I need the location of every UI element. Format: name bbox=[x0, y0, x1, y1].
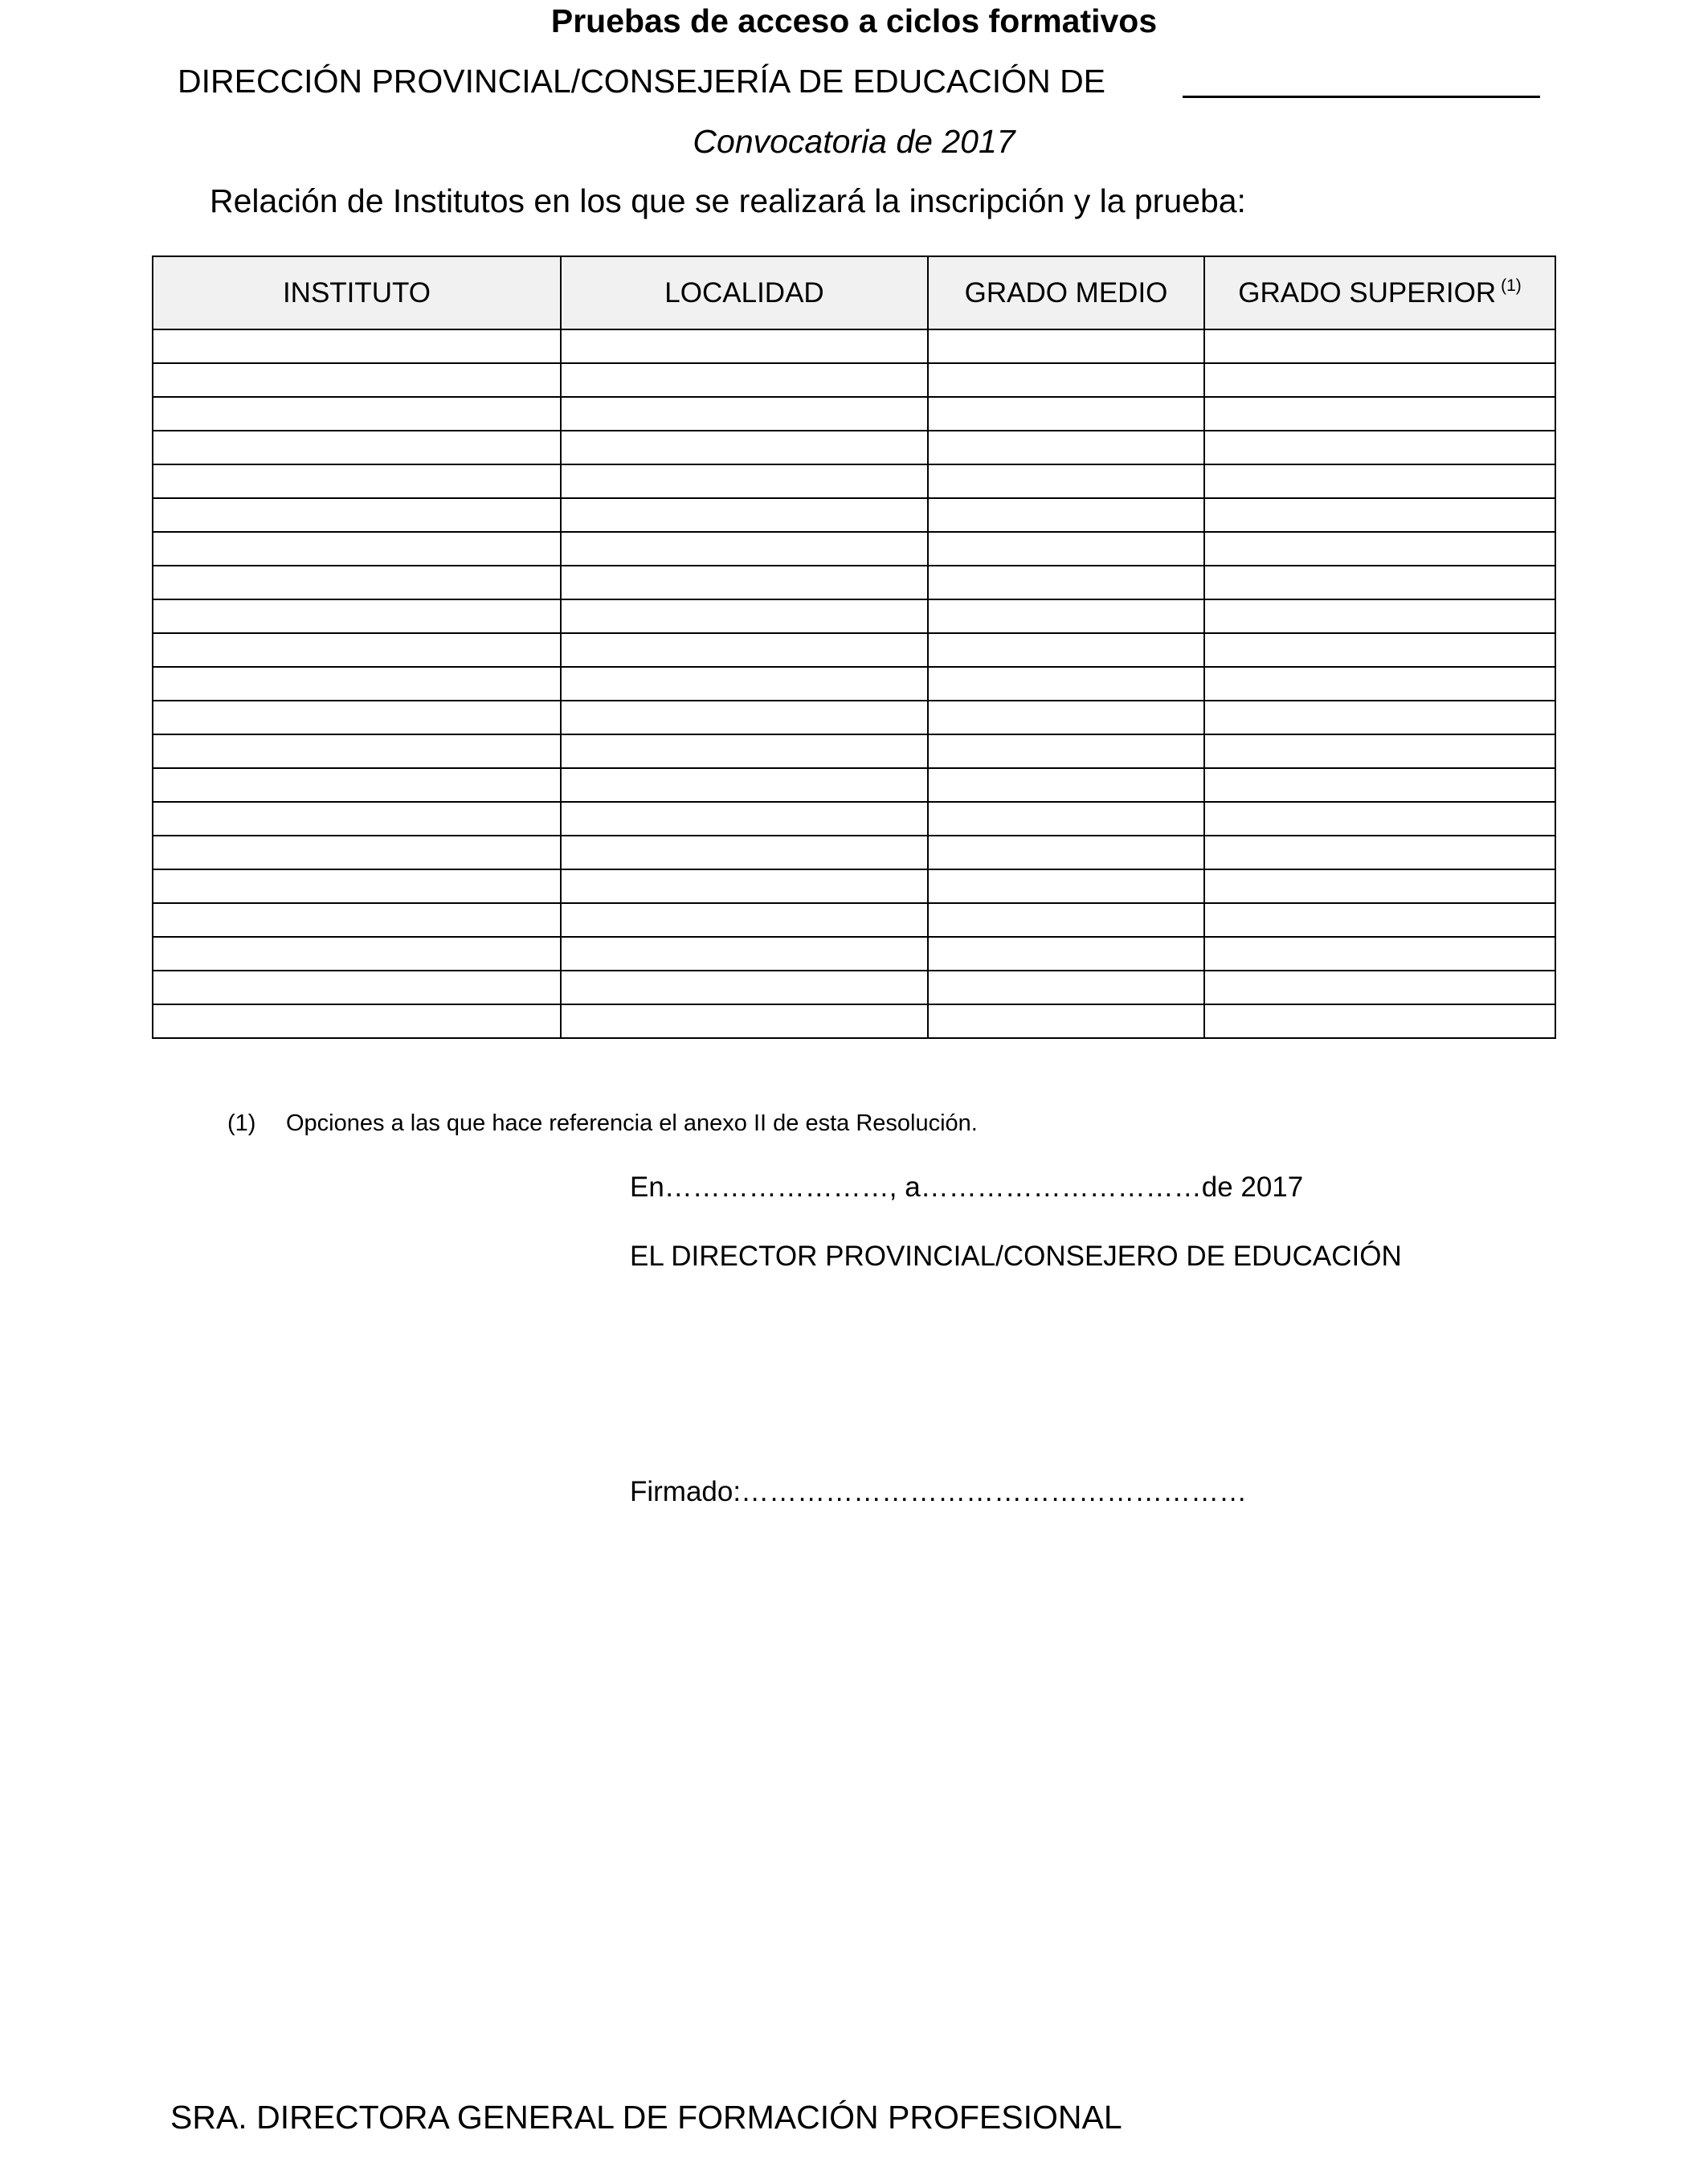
signature-line[interactable]: Firmado:……………………………………………… bbox=[630, 1476, 1248, 1507]
table-row bbox=[153, 566, 1555, 599]
table-row bbox=[153, 802, 1555, 836]
table-cell[interactable] bbox=[928, 869, 1204, 903]
table-cell[interactable] bbox=[1204, 566, 1555, 599]
table-cell[interactable] bbox=[928, 633, 1204, 667]
table-cell[interactable] bbox=[561, 937, 928, 971]
table-cell[interactable] bbox=[928, 397, 1204, 431]
table-cell[interactable] bbox=[561, 532, 928, 566]
table-row bbox=[153, 869, 1555, 903]
table-cell[interactable] bbox=[561, 701, 928, 734]
table-row bbox=[153, 667, 1555, 701]
table-cell[interactable] bbox=[153, 734, 561, 768]
table-cell[interactable] bbox=[928, 971, 1204, 1004]
table-row bbox=[153, 734, 1555, 768]
table-cell[interactable] bbox=[561, 498, 928, 532]
table-cell[interactable] bbox=[561, 768, 928, 802]
table-cell[interactable] bbox=[1204, 836, 1555, 869]
table-cell[interactable] bbox=[1204, 498, 1555, 532]
table-cell[interactable] bbox=[1204, 701, 1555, 734]
table-row bbox=[153, 903, 1555, 937]
recipient-line: SRA. DIRECTORA GENERAL DE FORMACIÓN PROFESIONAL bbox=[170, 2099, 1122, 2136]
table-cell[interactable] bbox=[1204, 869, 1555, 903]
table-cell[interactable] bbox=[561, 971, 928, 1004]
table-cell[interactable] bbox=[561, 464, 928, 498]
table-row bbox=[153, 464, 1555, 498]
table-cell[interactable] bbox=[928, 667, 1204, 701]
table-row bbox=[153, 1004, 1555, 1038]
table-cell[interactable] bbox=[153, 937, 561, 971]
table-cell[interactable] bbox=[1204, 937, 1555, 971]
table-cell[interactable] bbox=[561, 363, 928, 397]
table-cell[interactable] bbox=[928, 937, 1204, 971]
table-cell[interactable] bbox=[561, 667, 928, 701]
signatory-title: EL DIRECTOR PROVINCIAL/CONSEJERO DE EDUCACIÓN bbox=[630, 1241, 1402, 1272]
table-cell[interactable] bbox=[153, 802, 561, 836]
table-row bbox=[153, 329, 1555, 363]
table-cell[interactable] bbox=[153, 363, 561, 397]
table-cell[interactable] bbox=[1204, 667, 1555, 701]
table-cell[interactable] bbox=[561, 1004, 928, 1038]
table-cell[interactable] bbox=[153, 836, 561, 869]
table-cell[interactable] bbox=[1204, 363, 1555, 397]
table-cell[interactable] bbox=[928, 498, 1204, 532]
table-row bbox=[153, 431, 1555, 464]
column-header-grado-medio: GRADO MEDIO bbox=[928, 256, 1204, 329]
footnote-number: (1) bbox=[227, 1110, 256, 1136]
document-title: Pruebas de acceso a ciclos formativos bbox=[550, 2, 1158, 39]
table-cell[interactable] bbox=[153, 701, 561, 734]
table-cell[interactable] bbox=[928, 431, 1204, 464]
table-cell[interactable] bbox=[928, 734, 1204, 768]
table-cell[interactable] bbox=[1204, 464, 1555, 498]
table-row bbox=[153, 599, 1555, 633]
column-header-instituto: INSTITUTO bbox=[153, 256, 561, 329]
table-cell[interactable] bbox=[1204, 329, 1555, 363]
table-cell[interactable] bbox=[928, 566, 1204, 599]
table-cell[interactable] bbox=[1204, 768, 1555, 802]
table-row bbox=[153, 363, 1555, 397]
table-cell[interactable] bbox=[153, 464, 561, 498]
table-cell[interactable] bbox=[153, 566, 561, 599]
table-cell[interactable] bbox=[928, 532, 1204, 566]
table-cell[interactable] bbox=[1204, 802, 1555, 836]
table-cell[interactable] bbox=[1204, 734, 1555, 768]
table-row bbox=[153, 937, 1555, 971]
table-cell[interactable] bbox=[1204, 532, 1555, 566]
table-cell[interactable] bbox=[928, 903, 1204, 937]
direccion-provincial-label: DIRECCIÓN PROVINCIAL/CONSEJERÍA DE EDUCACIÓN DE bbox=[178, 63, 1106, 100]
table-cell[interactable] bbox=[561, 599, 928, 633]
table-row bbox=[153, 971, 1555, 1004]
table-cell[interactable] bbox=[153, 329, 561, 363]
table-cell[interactable] bbox=[561, 734, 928, 768]
footnote-reference: (1) bbox=[1501, 276, 1522, 295]
table-row bbox=[153, 633, 1555, 667]
table-cell[interactable] bbox=[1204, 971, 1555, 1004]
table-cell[interactable] bbox=[561, 633, 928, 667]
table-cell[interactable] bbox=[928, 701, 1204, 734]
table-cell[interactable] bbox=[561, 802, 928, 836]
table-row bbox=[153, 498, 1555, 532]
table-cell[interactable] bbox=[928, 1004, 1204, 1038]
footnote-text: Opciones a las que hace referencia el anexo II de esta Resolución. bbox=[286, 1110, 978, 1136]
table-cell[interactable] bbox=[1204, 431, 1555, 464]
table-row bbox=[153, 532, 1555, 566]
table-cell[interactable] bbox=[153, 768, 561, 802]
table-cell[interactable] bbox=[1204, 599, 1555, 633]
column-header-localidad: LOCALIDAD bbox=[561, 256, 928, 329]
table-body bbox=[153, 329, 1555, 1038]
table-cell[interactable] bbox=[928, 768, 1204, 802]
table-cell[interactable] bbox=[928, 836, 1204, 869]
table-cell[interactable] bbox=[561, 903, 928, 937]
table-cell[interactable] bbox=[153, 869, 561, 903]
table-row bbox=[153, 836, 1555, 869]
convocatoria-label: Convocatoria de 2017 bbox=[693, 123, 1015, 160]
table-cell[interactable] bbox=[928, 802, 1204, 836]
table-cell[interactable] bbox=[561, 431, 928, 464]
table-cell[interactable] bbox=[153, 532, 561, 566]
table-cell[interactable] bbox=[153, 633, 561, 667]
table-cell[interactable] bbox=[1204, 903, 1555, 937]
table-row bbox=[153, 768, 1555, 802]
table-cell[interactable] bbox=[1204, 397, 1555, 431]
table-cell[interactable] bbox=[153, 599, 561, 633]
table-cell[interactable] bbox=[153, 667, 561, 701]
table-cell[interactable] bbox=[153, 971, 561, 1004]
table-cell[interactable] bbox=[1204, 1004, 1555, 1038]
table-cell[interactable] bbox=[928, 329, 1204, 363]
table-cell[interactable] bbox=[153, 397, 561, 431]
place-date-line[interactable]: En……………………, a…………………………de 2017 bbox=[630, 1171, 1304, 1203]
table-cell[interactable] bbox=[928, 363, 1204, 397]
table-header-row bbox=[153, 256, 1555, 329]
table-cell[interactable] bbox=[1204, 633, 1555, 667]
table-cell[interactable] bbox=[153, 498, 561, 532]
table-row bbox=[153, 701, 1555, 734]
table-cell[interactable] bbox=[928, 464, 1204, 498]
direccion-blank-line[interactable] bbox=[1183, 96, 1540, 98]
table-cell[interactable] bbox=[928, 599, 1204, 633]
institutos-table bbox=[152, 256, 1556, 1039]
table-cell[interactable] bbox=[561, 869, 928, 903]
table-cell[interactable] bbox=[153, 1004, 561, 1038]
table-cell[interactable] bbox=[561, 397, 928, 431]
table-cell[interactable] bbox=[153, 903, 561, 937]
relacion-institutos-label: Relación de Institutos en los que se realizará la inscripción y la prueba: bbox=[210, 182, 1246, 219]
table-cell[interactable] bbox=[561, 566, 928, 599]
table-cell[interactable] bbox=[561, 836, 928, 869]
column-header-grado-superior: GRADO SUPERIOR $^{(1)}$ bbox=[1204, 256, 1555, 329]
table-cell[interactable] bbox=[153, 431, 561, 464]
table-cell[interactable] bbox=[561, 329, 928, 363]
table-row bbox=[153, 397, 1555, 431]
